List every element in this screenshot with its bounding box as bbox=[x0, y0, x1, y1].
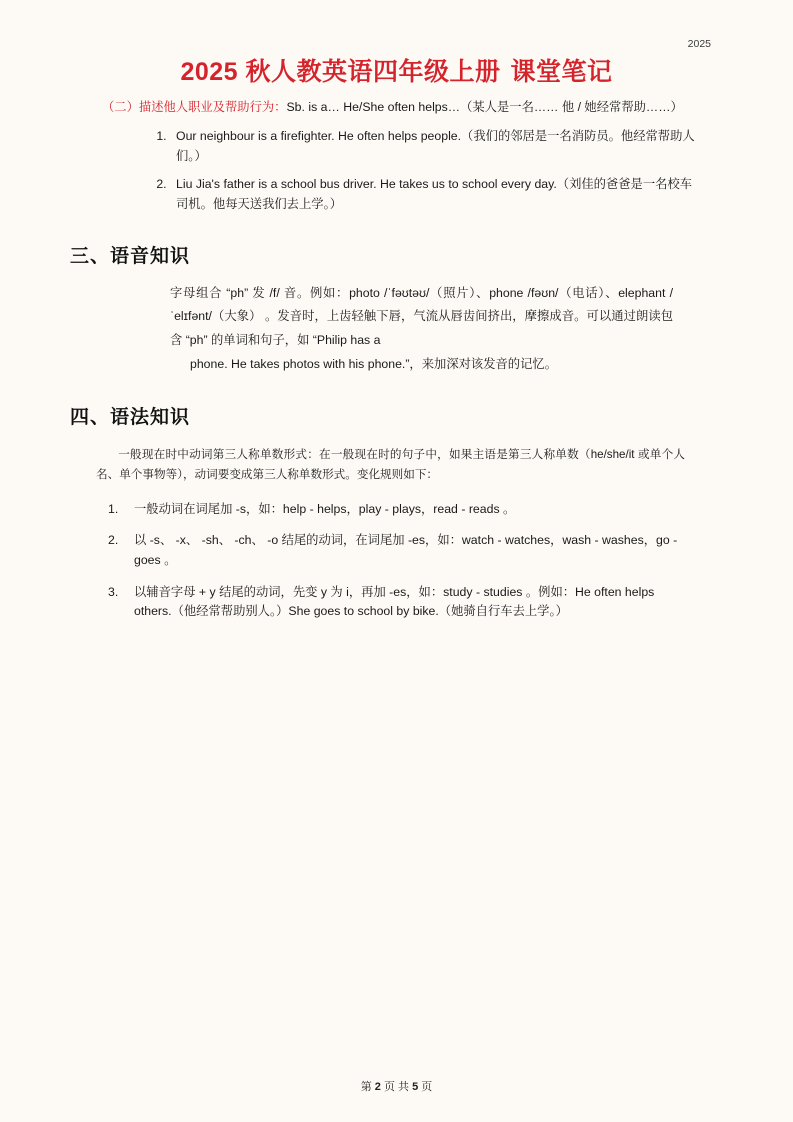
page-title-sub: 课堂笔记 bbox=[510, 58, 613, 86]
red-subheading-red: （二）描述他人职业及帮助行为： bbox=[102, 100, 287, 114]
list-item: 以 -s、 -x、 -sh、 -ch、 -o 结尾的动词，在词尾加 -es，如：watch - watches，wash - washes，go - goes 。 bbox=[134, 533, 678, 568]
red-subheading bbox=[60, 98, 733, 117]
footer-current-page: 2 bbox=[374, 1081, 381, 1093]
grammar-rule-list bbox=[60, 500, 733, 622]
grammar-intro-text: 一般现在时中动词第三人称单数形式：在一般现在时的句子中，如果主语是第三人称单数（he/she/it 或单个人名、单个事物等），动词要变成第三人称单数形式。变化规则如下： bbox=[96, 448, 685, 482]
section-heading-three: 三、语音知识 bbox=[70, 245, 191, 267]
grammar-intro-paragraph bbox=[60, 445, 733, 486]
footer-total-pages: 5 bbox=[412, 1081, 419, 1093]
phonics-paragraph-part1 bbox=[60, 282, 733, 353]
list-item: 2. Liu Jia's father is a school bus driver. He takes us to school every day.（刘佳的爸爸是一名校车司机。他每天送我们去上学。） bbox=[170, 175, 703, 215]
footer-prefix: 第 bbox=[360, 1081, 375, 1093]
page-title-main: 2025 秋人教英语四年级上册 bbox=[180, 58, 501, 86]
page-footer bbox=[0, 1078, 793, 1094]
example-sentence-list bbox=[60, 127, 733, 215]
phonics-paragraph-part2 bbox=[60, 353, 733, 377]
footer-suffix: 页 bbox=[418, 1081, 433, 1093]
section-heading-four: 四、语法知识 bbox=[70, 407, 191, 429]
phonics-line-1: 字母组合 “ph” 发 /f/ 音。例如：photo /ˈfəʊtəʊ/（照片）、phone /fəʊn/（电话）、elephant bbox=[170, 285, 666, 300]
corner-year-label: 2025 bbox=[687, 38, 711, 50]
red-subheading-black: Sb. is a… He/She often helps…（某人是一名…… 他 / 她经常帮助……） bbox=[286, 100, 683, 114]
phonics-line-3: phone. He takes photos with his phone.”，来加深对该发音的记忆。 bbox=[190, 356, 557, 371]
list-item: 一般动词在词尾加 -s，如：help - helps，play - plays，read - reads 。 bbox=[134, 501, 516, 516]
list-item: 以辅音字母 + y 结尾的动词，先变 y 为 i，再加 -es，如：study - studies 。例如：He often helps others.（他经常帮助别人。）She goes to school by bike.（她骑自行车去上学。） bbox=[134, 584, 655, 619]
list-item: 1. Our neighbour is a firefighter. He often helps people.（我们的邻居是一名消防员。他经常帮助人们。） bbox=[170, 127, 703, 167]
page-title bbox=[60, 0, 733, 88]
footer-middle: 页 共 bbox=[380, 1081, 413, 1093]
phonics-line-2: /ˈelɪfənt/（大象） 。发音时，上齿轻触下唇，气流从唇齿间挤出，摩擦成音。可以通过朗读包含 “ph” 的单词和句子，如 “Philip has a bbox=[170, 285, 673, 347]
